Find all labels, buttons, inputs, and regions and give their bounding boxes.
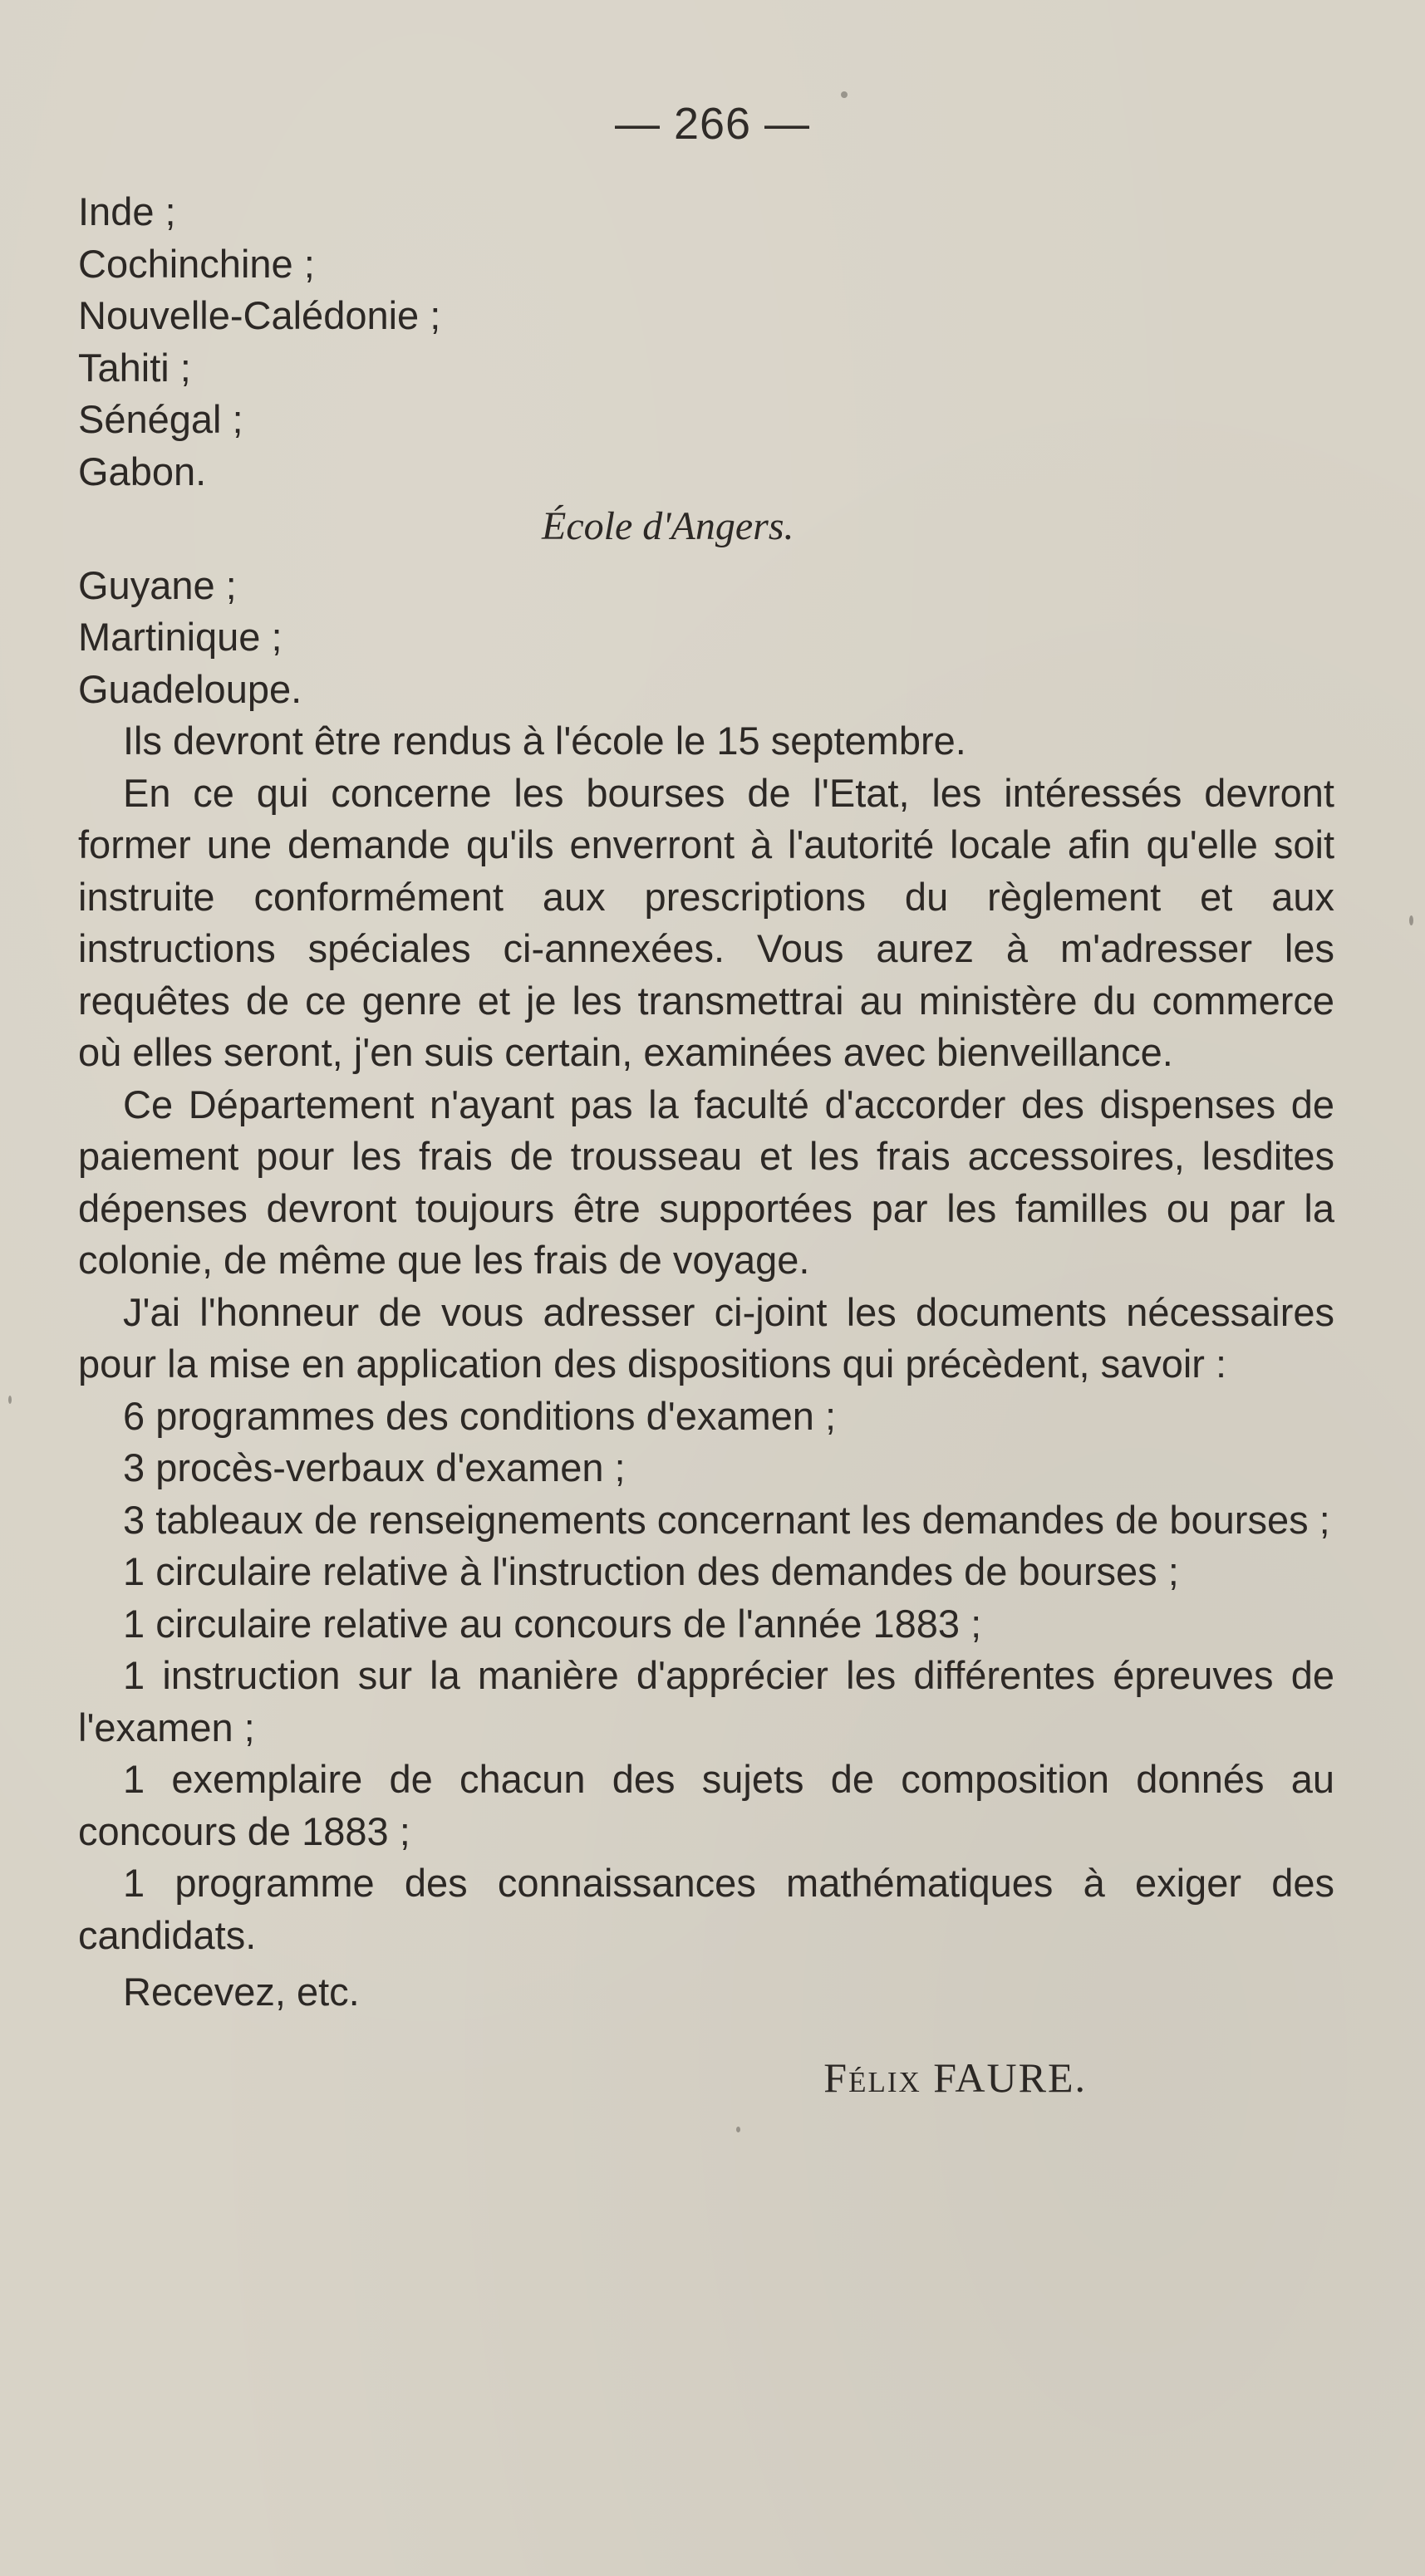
signature: Félix FAURE. [823, 2053, 1087, 2101]
list-item: Guyane ; [78, 562, 237, 607]
paragraph: J'ai l'honneur de vous adresser ci-joint les documents nécessaires pour la mise en application des dispositions qui précèdent, savoir : [78, 1289, 1334, 1386]
list-item: Guadeloupe. [78, 666, 302, 711]
list-item: Sénégal ; [78, 397, 243, 441]
list-item: 3 tableaux de renseignements concernant les demandes de bourses ; [123, 1497, 1330, 1542]
list-item: 1 instruction sur la manière d'apprécier les différentes épreuves de l'examen ; [78, 1653, 1334, 1749]
list-item: 6 programmes des conditions d'examen ; [123, 1393, 837, 1438]
print-speck [8, 1396, 12, 1404]
angers-list [78, 560, 1334, 716]
print-speck [736, 2127, 740, 2132]
list-item: Nouvelle-Calédonie ; [78, 293, 441, 337]
list-item: 1 exemplaire de chacun des sujets de composition donnés au concours de 1883 ; [78, 1757, 1334, 1853]
paragraph: Ce Département n'ayant pas la faculté d'accorder des dispenses de paiement pour les frais de trousseau et les frais accessoires, lesdites dépenses devront toujours être supportées par les familles ou par la colonie, de même que les frais de voyage. [78, 1082, 1334, 1282]
page-body [78, 186, 1334, 2103]
paragraph: Ils devront être rendus à l'école le 15 septembre. [123, 719, 966, 763]
list-item: 1 circulaire relative à l'instruction des demandes de bourses ; [123, 1549, 1179, 1593]
list-item: Gabon. [78, 449, 207, 493]
print-speck [841, 91, 848, 98]
list-item: Tahiti ; [78, 345, 191, 390]
list-item: 1 programme des connaissances mathématiques à exiger des candidats. [78, 1861, 1334, 1957]
list-item: 1 circulaire relative au concours de l'année 1883 ; [123, 1601, 982, 1646]
documents-list [78, 1391, 1334, 1962]
page-number: — 266 — [614, 99, 811, 149]
list-item: Inde ; [78, 189, 176, 233]
school-heading: École d'Angers. [542, 504, 794, 548]
closing-formula: Recevez, etc. [123, 1970, 360, 2014]
colonies-list [78, 186, 1334, 498]
paragraph: En ce qui concerne les bourses de l'Etat, les intéressés devront former une demande qu'ils enverront à l'autorité locale afin qu'elle soit instruite conformément aux prescriptions du règlement et aux instructions spéciales ci-annexées. Vous aurez à m'adresser les requêtes de ce genre et je les transmettrai au ministère du commerce où elles seront, j'en suis certain, examinées avec bienveillance. [78, 770, 1334, 1074]
list-item: Cochinchine ; [78, 241, 315, 286]
list-item: 3 procès-verbaux d'examen ; [123, 1445, 626, 1489]
list-item: Martinique ; [78, 615, 283, 659]
print-speck [1409, 915, 1413, 925]
